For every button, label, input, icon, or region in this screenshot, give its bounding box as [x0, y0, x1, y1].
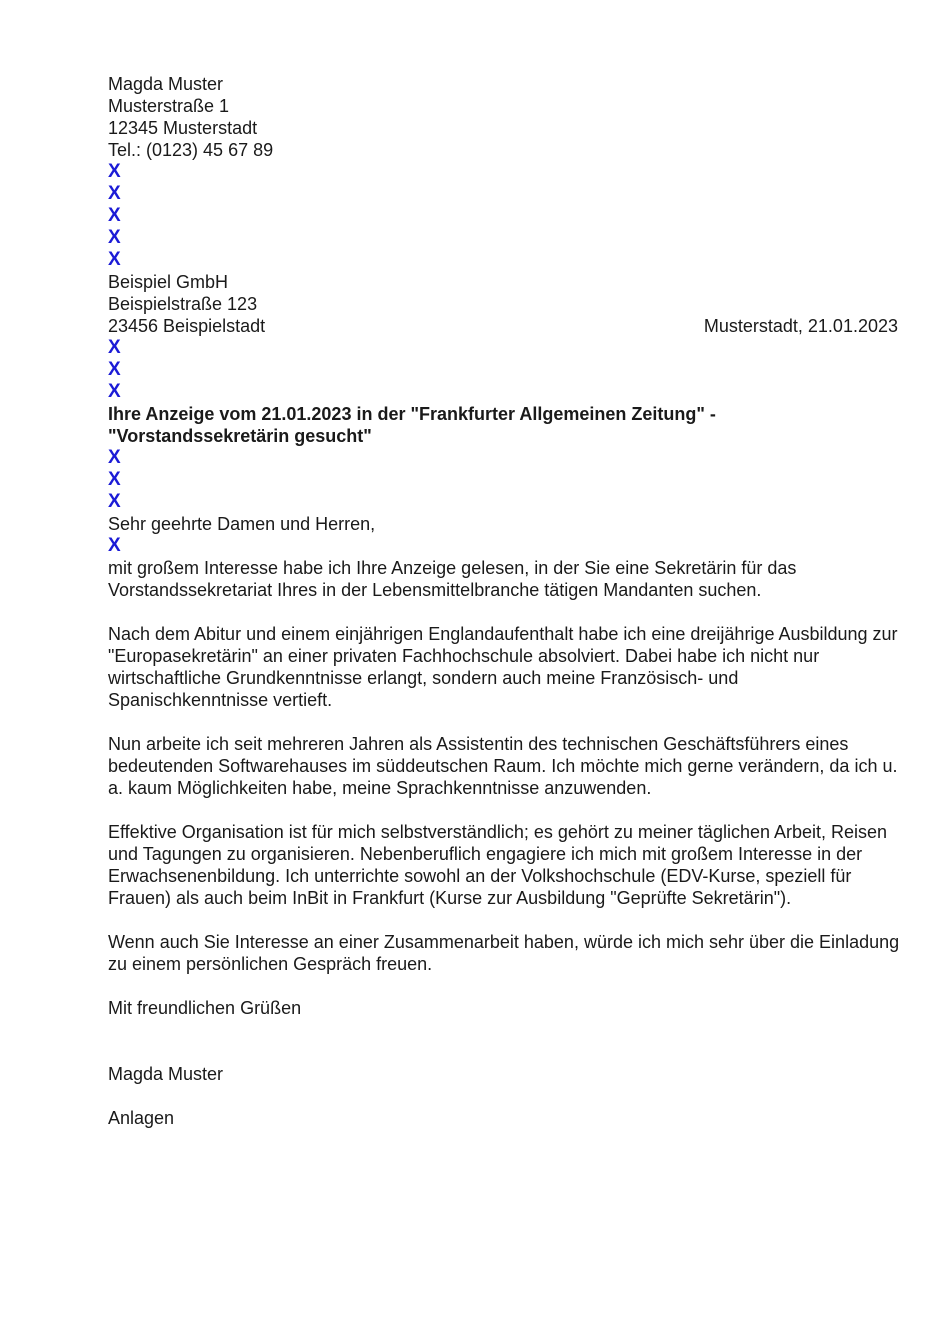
- sender-name: Magda Muster: [108, 74, 224, 94]
- sender-street: Musterstraße 1: [108, 96, 230, 116]
- recipient-block: [108, 271, 900, 337]
- spacer-marker: X: [108, 337, 121, 358]
- recipient-city-row: [108, 315, 900, 337]
- spacer-marker: X: [108, 227, 121, 248]
- sender-block: [108, 73, 900, 161]
- spacer-marker: X: [108, 359, 121, 380]
- spacer-marker: X: [108, 447, 121, 468]
- spacer-marker: X: [108, 183, 121, 204]
- spacer-marker: X: [108, 249, 121, 270]
- recipient-city: 23456 Beispielstadt: [108, 316, 266, 336]
- letter-date: Musterstadt, 21.01.2023: [703, 316, 898, 336]
- spacer-marker: X: [108, 469, 121, 490]
- spacer-marker: X: [108, 491, 121, 512]
- spacer-marker: X: [108, 161, 121, 182]
- sender-phone: Tel.: (0123) 45 67 89: [108, 140, 274, 160]
- recipient-street: Beispielstraße 123: [108, 294, 258, 314]
- body-paragraph: Nun arbeite ich seit mehreren Jahren als Assistentin des technischen Geschäftsführers eines bedeutenden Softwarehauses im süddeutschen Raum. Ich möchte mich gerne verändern, da ich u. a. kaum Möglichkeiten habe, meine Sprachkenntnisse anzuwenden.: [108, 734, 898, 798]
- salutation: Sehr geehrte Damen und Herren,: [108, 514, 376, 534]
- enclosures: Anlagen: [108, 1108, 175, 1128]
- body-paragraph: Nach dem Abitur und einem einjährigen Englandaufenthalt habe ich eine dreijährige Ausbildung zur "Europasekretärin" an einer privaten Fachhochschule absolviert. Dabei habe ich nicht nur wirtschaftliche Grundkenntnisse erlangt, sondern auch meine Französisch- und Spanischkenntnisse vertieft.: [108, 624, 898, 710]
- spacer-marker: X: [108, 205, 121, 226]
- subject-line-1: Ihre Anzeige vom 21.01.2023 in der "Frankfurter Allgemeinen Zeitung" -: [108, 404, 716, 424]
- spacer-marker: X: [108, 535, 121, 556]
- body-paragraph: Wenn auch Sie Interesse an einer Zusammenarbeit haben, würde ich mich sehr über die Einladung zu einem persönlichen Gespräch freuen.: [108, 932, 900, 974]
- closing: Mit freundlichen Grüßen: [108, 998, 302, 1018]
- spacer-marker: X: [108, 381, 121, 402]
- subject-line: [108, 403, 900, 447]
- letter: [108, 73, 900, 1129]
- body-paragraph: Effektive Organisation ist für mich selbstverständlich; es gehört zu meiner täglichen Arbeit, Reisen und Tagungen zu organisieren. Nebenberuflich engagiere ich mich mit großem Interesse in der Erwachsenenbildung. Ich unterrichte sowohl an der Volkshochschule (EDV-Kurse, speziell für Frauen) als auch beim InBit in Frankfurt (Kurse zur Ausbildung "Geprüfte Sekretärin").: [108, 822, 888, 908]
- signature-name: Magda Muster: [108, 1064, 224, 1084]
- recipient-company: Beispiel GmbH: [108, 272, 229, 292]
- subject-line-2: "Vorstandssekretärin gesucht": [108, 426, 372, 446]
- sender-city: 12345 Musterstadt: [108, 118, 258, 138]
- body-paragraph: mit großem Interesse habe ich Ihre Anzeige gelesen, in der Sie eine Sekretärin für das Vorstandssekretariat Ihres in der Lebensmittelbranche tätigen Mandanten suchen.: [108, 558, 797, 600]
